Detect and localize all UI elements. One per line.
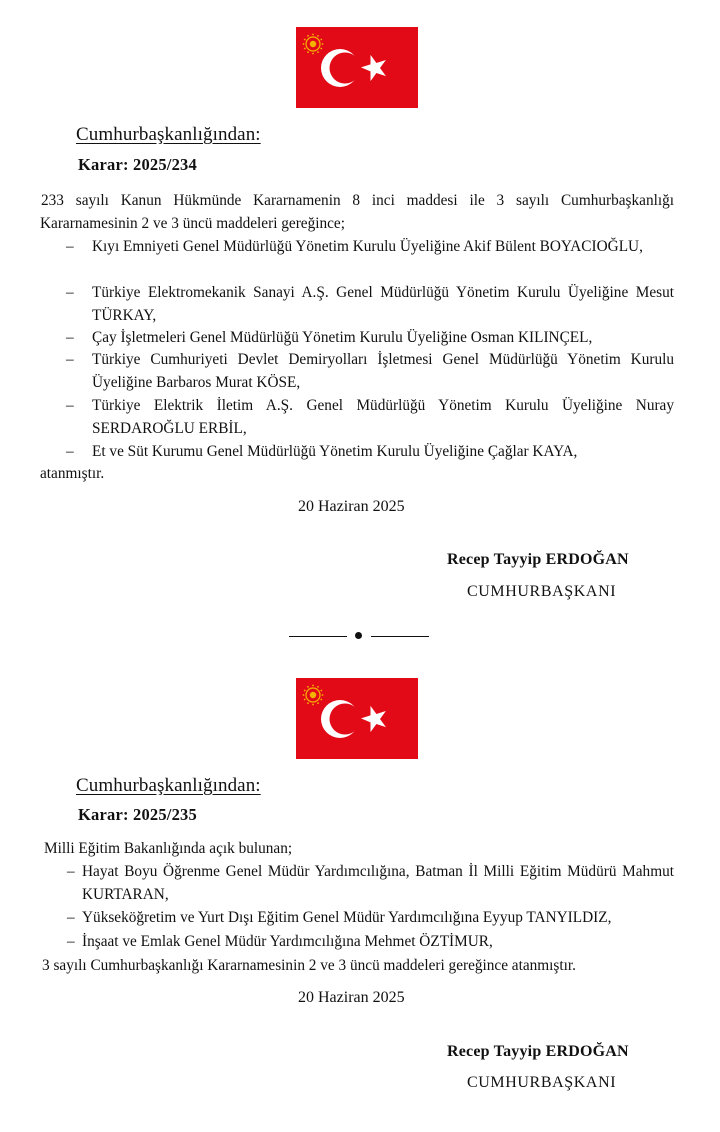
list-dash: – (66, 329, 74, 346)
decision-date: 20 Haziran 2025 (298, 498, 405, 515)
list-dash: – (66, 351, 74, 368)
decision-intro: 233 sayılı Kanun Hükmünde Kararnamenin 8 inci maddesi ile 3 sayılı Cumhurbaşkanlığı Kararnamesinin 2 ve 3 üncü maddeleri gereğince; (40, 192, 674, 232)
issuing-authority: Cumhurbaşkanlığından: (76, 775, 261, 796)
signer-title: CUMHURBAŞKANI (467, 1074, 617, 1091)
appointment-item (66, 394, 674, 440)
separator-line (289, 636, 347, 637)
issuing-authority: Cumhurbaşkanlığından: (76, 124, 261, 145)
turkish-flag-icon (296, 678, 418, 759)
signer-name: Recep Tayyip ERDOĞAN (447, 1043, 629, 1060)
list-dash: – (66, 238, 74, 255)
turkish-flag-icon (296, 27, 418, 108)
appointment-text: İnşaat ve Emlak Genel Müdür Yardımcılığına Mehmet ÖZTİMUR, (82, 933, 493, 950)
appointment-item (67, 930, 674, 953)
appointment-text: Türkiye Elektromekanik Sanayi A.Ş. Genel Müdürlüğü Yönetim Kurulu Üyeliğine Mesut TÜRKAY, (92, 284, 674, 324)
appointment-item (66, 348, 674, 394)
list-dash: – (67, 863, 75, 880)
decision-number: Karar: 2025/234 (78, 155, 197, 174)
appointment-item (66, 235, 674, 258)
decision-number: Karar: 2025/235 (78, 805, 197, 824)
list-dash: – (67, 933, 75, 950)
list-dash: – (66, 284, 74, 301)
appointment-text: Türkiye Elektrik İletim A.Ş. Genel Müdürlüğü Yönetim Kurulu Üyeliğine Nuray SERDAROĞLU ERBİL, (92, 397, 674, 437)
appointment-item (67, 906, 674, 929)
decision-date: 20 Haziran 2025 (298, 989, 405, 1006)
list-dash: – (66, 443, 74, 460)
appointment-text: Et ve Süt Kurumu Genel Müdürlüğü Yönetim Kurulu Üyeliğine Çağlar KAYA, (92, 443, 578, 460)
appointment-item (66, 281, 674, 327)
decision-closing: atanmıştır. (40, 465, 105, 482)
appointment-item (66, 326, 674, 349)
section-separator (289, 626, 429, 642)
signer-name: Recep Tayyip ERDOĞAN (447, 551, 629, 568)
appointment-text: Çay İşletmeleri Genel Müdürlüğü Yönetim Kurulu Üyeliğine Osman KILINÇEL, (92, 329, 593, 346)
separator-line (371, 636, 429, 637)
decision-intro: Milli Eğitim Bakanlığında açık bulunan; (44, 840, 293, 857)
separator-dot (355, 632, 362, 639)
appointment-item (67, 860, 674, 906)
list-dash: – (66, 397, 74, 414)
list-dash: – (67, 909, 75, 926)
appointment-text: Türkiye Cumhuriyeti Devlet Demiryolları İşletmesi Genel Müdürlüğü Yönetim Kurulu Üyeliğine Barbaros Murat KÖSE, (92, 351, 674, 391)
appointment-text: Yükseköğretim ve Yurt Dışı Eğitim Genel Müdür Yardımcılığına Eyyup TANYILDIZ, (82, 909, 612, 926)
signer-title: CUMHURBAŞKANI (467, 583, 617, 600)
appointment-item (66, 440, 674, 463)
appointment-text: Hayat Boyu Öğrenme Genel Müdür Yardımcılığına, Batman İl Milli Eğitim Müdürü Mahmut KURTARAN, (82, 863, 674, 903)
decision-closing: 3 sayılı Cumhurbaşkanlığı Kararnamesinin 2 ve 3 üncü maddeleri gereğince atanmıştır. (42, 957, 576, 974)
appointment-text: Kıyı Emniyeti Genel Müdürlüğü Yönetim Kurulu Üyeliğine Akif Bülent BOYACIOĞLU, (92, 238, 643, 255)
